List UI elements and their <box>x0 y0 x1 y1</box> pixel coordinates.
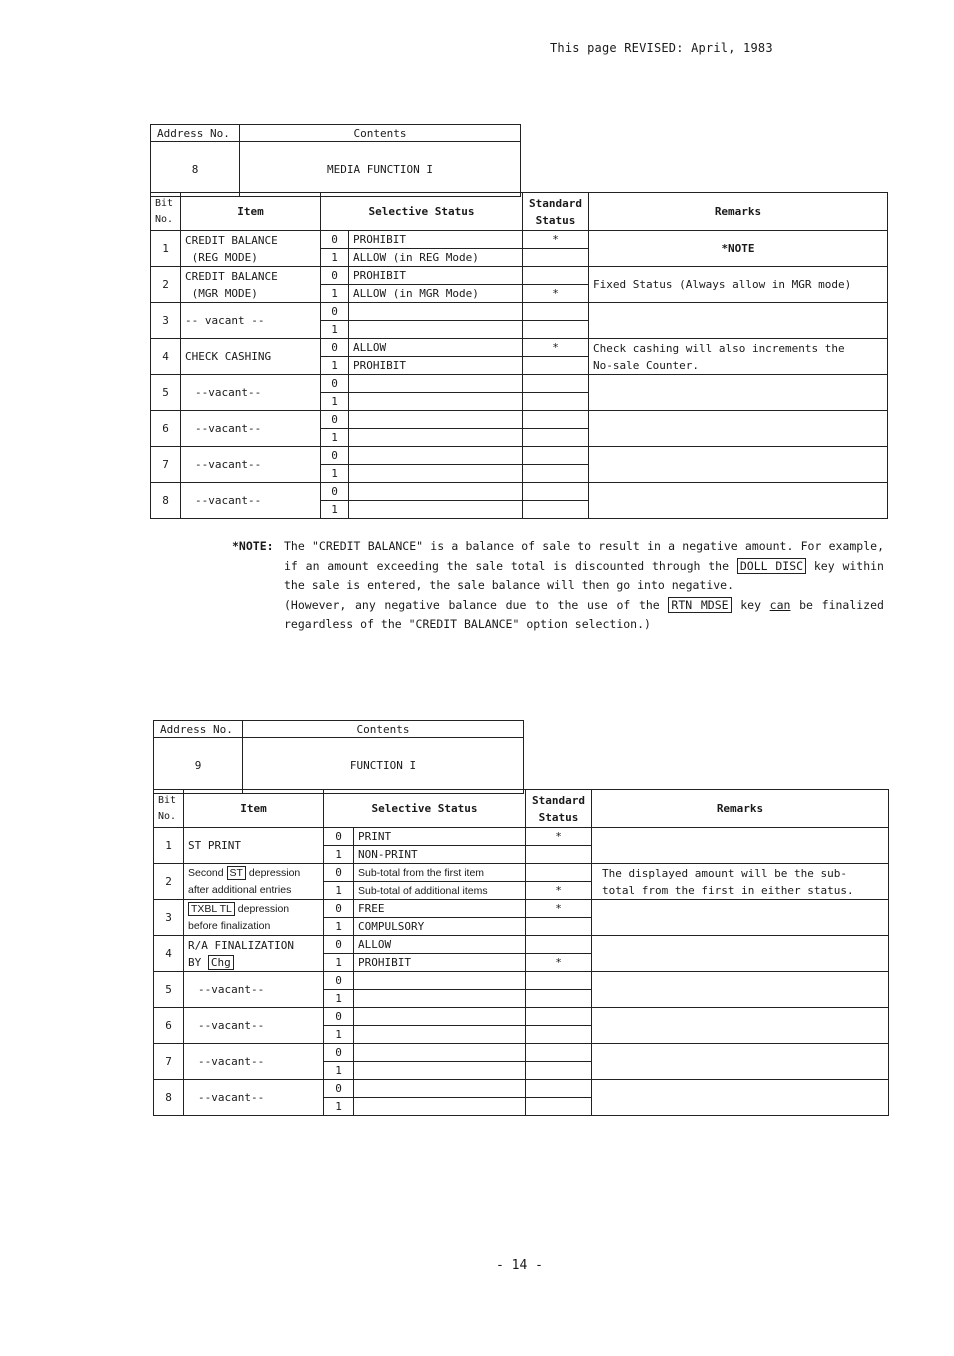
bit-table-8: Bit No. Item Selective Status Standard Status Remarks 1 CREDIT BALANCE (REG MODE) 0 PROHIBIT * *NOTE 1 ALLOW (in REG Mode) 2 CREDIT BALANCE (MGR MODE) 0 PROHIBIT Fixed Status (Always allow in MGR mode) 1 ALLOW (in MGR Mode) * 3 -- vacant -- 0 1 4 CHECK CASHING 0 ALLOW * Check cashing will also increments the No-sale Counter. 1 PROHIBIT 5 --vacant-- 0 1 6 --vacant-- 0 1 7 --vacant-- 0 1 8 --vacant-- 0 1 <box>150 192 888 519</box>
address-label: Address No. <box>154 721 243 738</box>
table-row: 6 --vacant-- 0 <box>154 1008 889 1026</box>
table-row: 2 Second ST depression after additional entries 0 Sub-total from the first item The displayed amount will be the sub- total from the first in either status. <box>154 864 889 882</box>
bit-table-9: Bit No. Item Selective Status Standard Status Remarks 1 ST PRINT 0 PRINT * 1 NON-PRINT 2 Second ST depression after additional entries 0 Sub-total from the first item The displayed amount will be the sub- total from the first in either status. 1 Sub-total of additional items * 3 TXBL TL depression before finalization 0 FREE * 1 COMPULSORY 4 R/A FINALIZATION BY Chg 0 ALLOW 1 PROHIBIT * 5 --vacant-- 0 1 6 --vacant-- 0 1 7 --vacant-- 0 1 8 --vacant-- 0 1 <box>153 789 889 1116</box>
table-row: 1 ST PRINT 0 PRINT * <box>154 828 889 846</box>
contents-value: FUNCTION I <box>243 738 524 794</box>
bit-no-header: Bit No. <box>154 790 184 828</box>
item-header: Item <box>184 790 324 828</box>
table-row: 6 --vacant-- 0 <box>151 411 888 429</box>
bit-no-header: Bit No. <box>151 193 181 231</box>
table-row: 4 CHECK CASHING 0 ALLOW * Check cashing will also increments the No-sale Counter. <box>151 339 888 357</box>
contents-label: Contents <box>243 721 524 738</box>
address-table-9 <box>153 720 524 794</box>
address-table-8 <box>150 124 521 197</box>
credit-balance-note: *NOTE: The "CREDIT BALANCE" is a balance of sale to result in a negative amount. For example, if an amount exceeding the sale total is discounted through the DOLL DISC key within the sale is entered, the sale balance will then go into negative. (However, any negative balance due to the use of the RTN MDSE key can be finalized regardless of the "CREDIT BALANCE" option selection.) <box>232 539 884 631</box>
rtn-mdse-key-label: RTN MDSE <box>668 597 731 613</box>
st-key-label: ST <box>227 866 246 880</box>
chg-key-label: Chg <box>208 955 234 970</box>
address-value: 8 <box>151 142 240 197</box>
table-row: 5 --vacant-- 0 <box>154 972 889 990</box>
remark-note: *NOTE <box>589 231 888 267</box>
address-label: Address No. <box>151 125 240 142</box>
table-row: 8 --vacant-- 0 <box>151 483 888 501</box>
table-row: 3 TXBL TL depression before finalization 0 FREE * <box>154 900 889 918</box>
address-value: 9 <box>154 738 243 794</box>
selective-status-header: Selective Status <box>324 790 526 828</box>
standard-status-header: Standard Status <box>526 790 592 828</box>
note-label: *NOTE: <box>232 539 274 553</box>
table-row: 7 --vacant-- 0 <box>154 1044 889 1062</box>
table-row: 1 CREDIT BALANCE (REG MODE) 0 PROHIBIT * *NOTE <box>151 231 888 249</box>
page-revision-note: This page REVISED: April, 1983 <box>550 41 773 55</box>
contents-label: Contents <box>240 125 521 142</box>
item-header: Item <box>181 193 321 231</box>
remarks-header: Remarks <box>589 193 888 231</box>
doll-disc-key-label: DOLL DISC <box>737 558 806 574</box>
contents-value: MEDIA FUNCTION I <box>240 142 521 197</box>
selective-status-header: Selective Status <box>321 193 523 231</box>
remarks-header: Remarks <box>592 790 889 828</box>
table-row: 7 --vacant-- 0 <box>151 447 888 465</box>
page-number: - 14 - <box>496 1258 543 1273</box>
table-row: 4 R/A FINALIZATION BY Chg 0 ALLOW <box>154 936 889 954</box>
table-row: 3 -- vacant -- 0 <box>151 303 888 321</box>
table-row: 2 CREDIT BALANCE (MGR MODE) 0 PROHIBIT Fixed Status (Always allow in MGR mode) <box>151 267 888 285</box>
txbl-tl-key-label: TXBL TL <box>188 902 235 916</box>
standard-status-header: Standard Status <box>523 193 589 231</box>
table-row: 8 --vacant-- 0 <box>154 1080 889 1098</box>
table-row: 5 --vacant-- 0 <box>151 375 888 393</box>
